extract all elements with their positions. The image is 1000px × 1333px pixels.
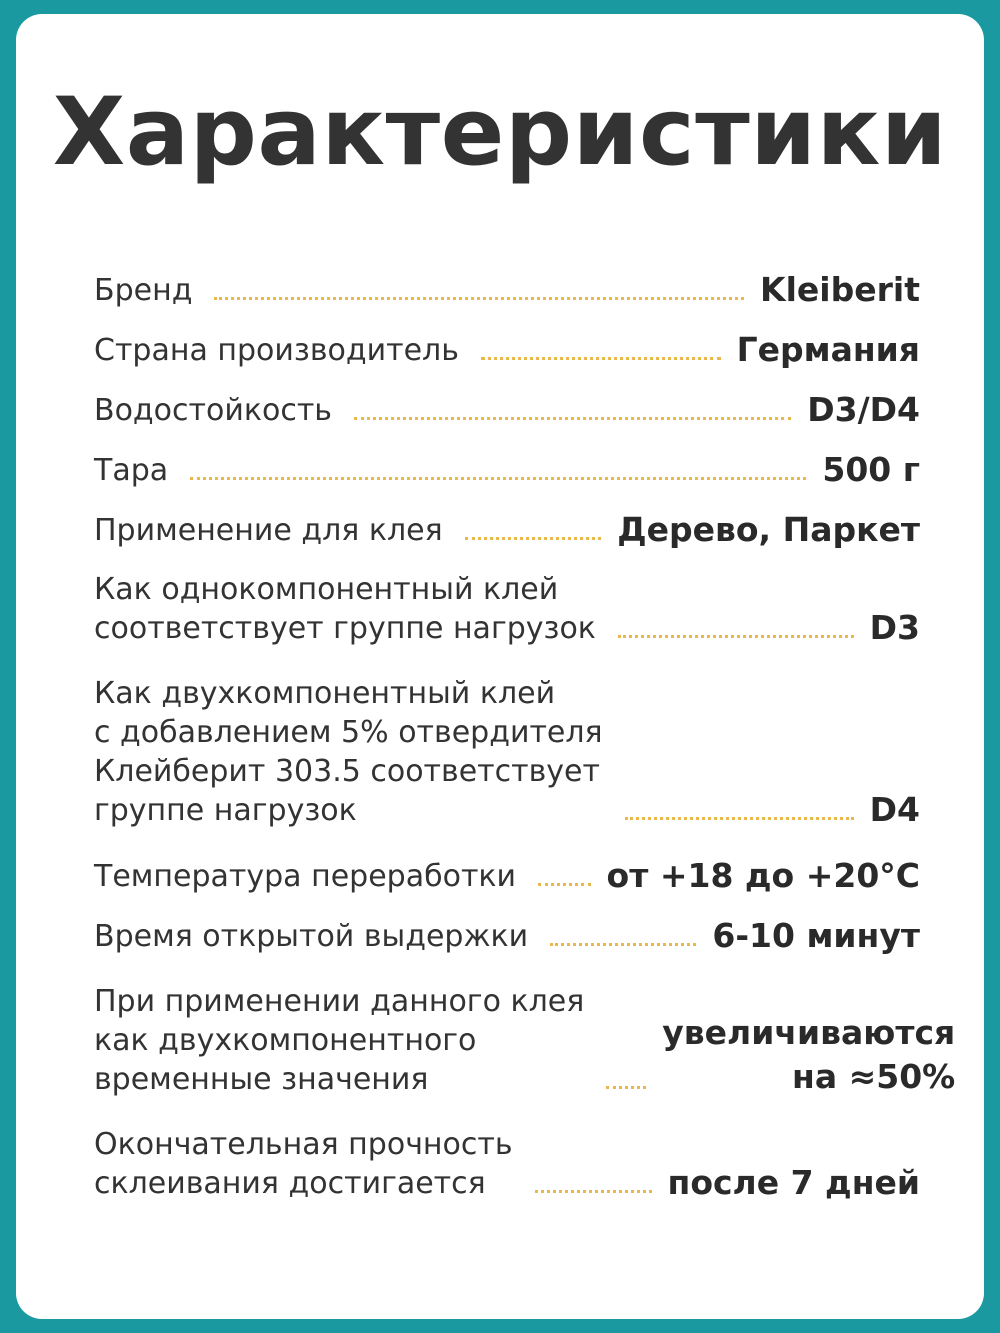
spec-value: 6-10 минут: [712, 916, 920, 955]
spec-label: Как двухкомпонентный клей с добавлением 5% отвердителя Клейберит 303.5 соответствует группе нагрузок: [94, 676, 603, 828]
spec-card: [16, 14, 984, 1319]
spec-row-brand: [94, 270, 920, 310]
spec-value: от +18 до +20°C: [606, 856, 920, 895]
spec-label: При применении данного клея как двухкомпонентного временные значения: [94, 984, 585, 1097]
spec-value: Kleiberit: [760, 270, 920, 309]
spec-value: D3: [869, 608, 920, 647]
spec-label: Окончательная прочность склеивания достигается: [94, 1127, 513, 1201]
spec-label: Применение для клея: [94, 513, 443, 548]
spec-label: Тара: [94, 453, 169, 488]
spec-row-package: [94, 450, 920, 490]
spec-row-country: [94, 330, 920, 370]
spec-label: Водостойкость: [94, 393, 332, 428]
spec-label: Страна производитель: [94, 333, 459, 368]
leader-dots: [538, 883, 590, 886]
spec-row-open-time: [94, 916, 920, 956]
spec-label: Как однокомпонентный клей соответствует группе нагрузок: [94, 572, 596, 646]
spec-label: Температура переработки: [94, 859, 517, 894]
leader-dots: [354, 417, 791, 420]
leader-dots: [535, 1190, 652, 1193]
leader-dots: [214, 297, 744, 300]
spec-value: 500 г: [822, 450, 920, 489]
spec-row-water-resistance: [94, 390, 920, 430]
spec-row-two-component: [94, 674, 920, 830]
leader-dots: [625, 817, 854, 820]
leader-dots: [465, 537, 602, 540]
spec-value: D4: [869, 790, 920, 829]
spec-list: [94, 270, 956, 1223]
leader-dots: [190, 477, 806, 480]
spec-value: после 7 дней: [667, 1163, 920, 1202]
spec-value: Германия: [736, 330, 920, 369]
spec-row-application: [94, 510, 920, 550]
spec-value: D3/D4: [807, 390, 920, 429]
leader-dots: [618, 635, 854, 638]
spec-row-final-strength: [94, 1125, 920, 1203]
leader-dots: [550, 943, 696, 946]
page-title: Характеристики: [52, 78, 948, 187]
spec-value: увеличиваются на ≈50%: [662, 1013, 956, 1096]
spec-label: Время открытой выдержки: [94, 919, 529, 954]
leader-dots: [606, 1086, 646, 1089]
spec-label: Бренд: [94, 273, 193, 308]
spec-row-temperature: [94, 856, 920, 896]
spec-row-one-component: [94, 570, 920, 648]
leader-dots: [481, 357, 721, 360]
spec-row-time-increase: [94, 982, 956, 1099]
spec-value: Дерево, Паркет: [617, 510, 920, 549]
